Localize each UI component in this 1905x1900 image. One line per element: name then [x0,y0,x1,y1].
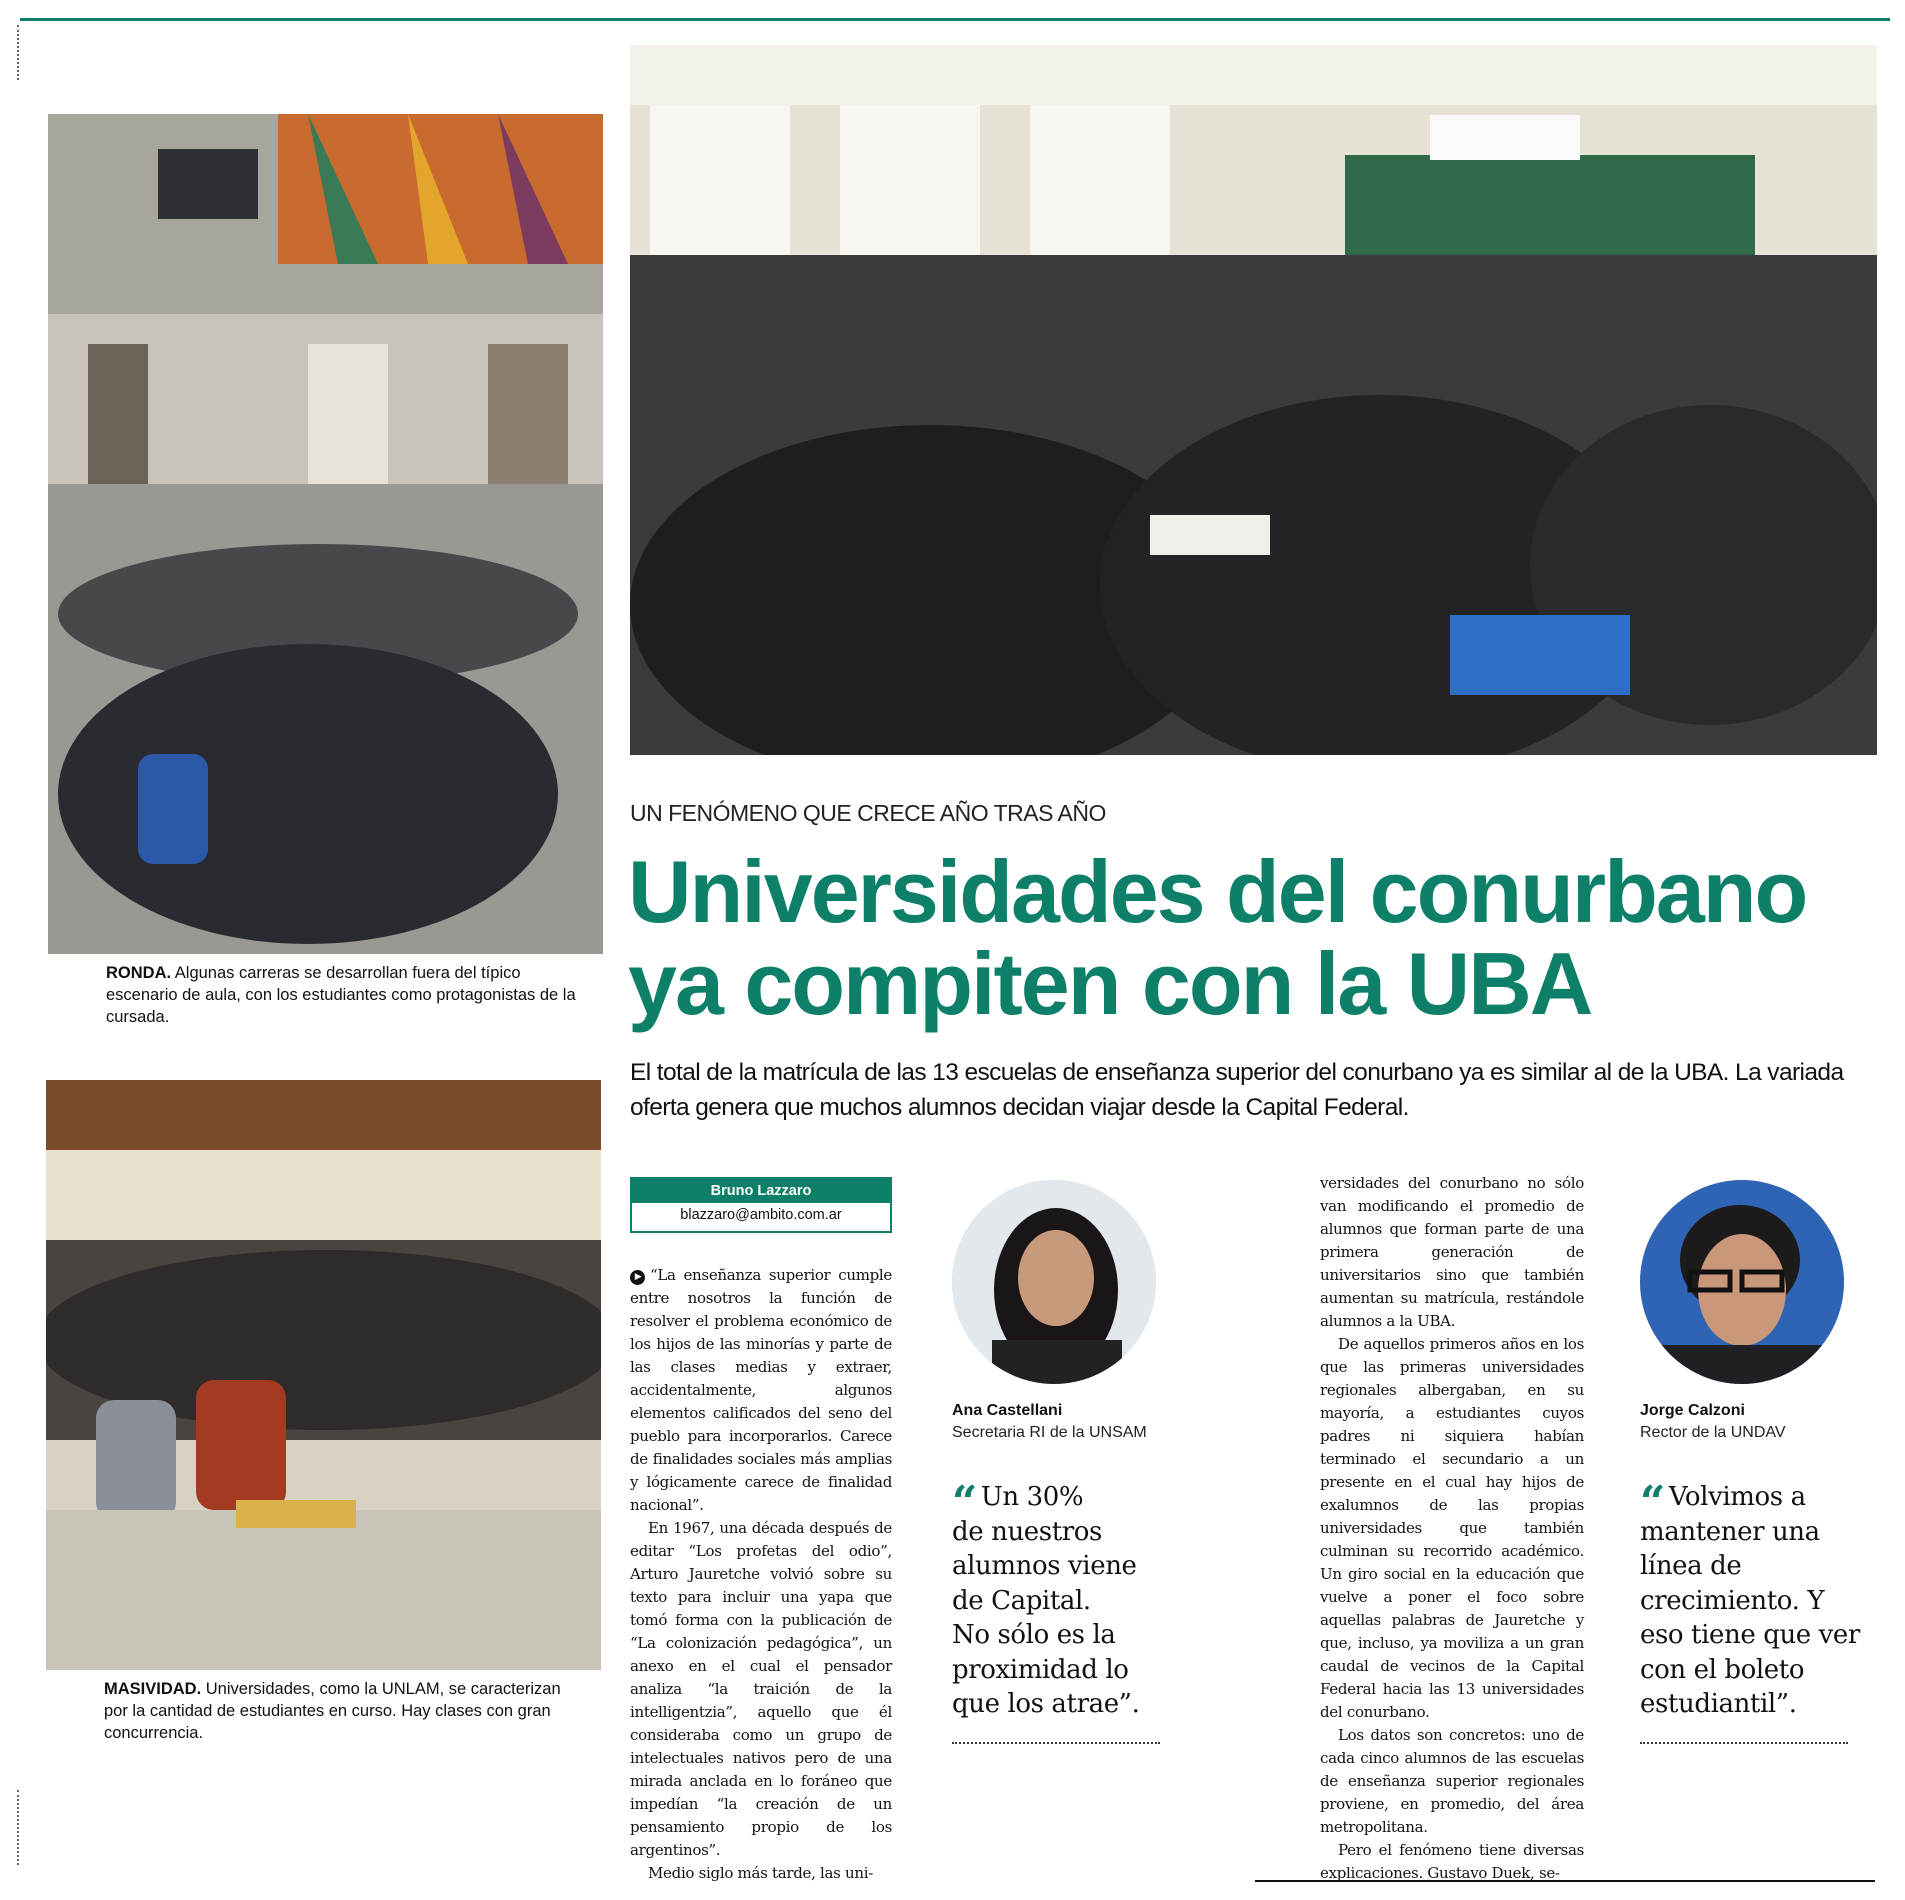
quote-line-text: Un 30% [980,1482,1084,1512]
pull-quote-2 [1640,1477,1890,1722]
headline-line: Universidades del conurbano [628,842,1807,941]
subhead-line: oferta genera que muchos alumnos decidan viajar desde la Capital Federal. [630,1094,1409,1121]
quote-role: Rector de la UNDAV [1640,1424,1786,1441]
quote-person-2 [1640,1400,1880,1444]
caption-label: RONDA. [106,964,172,982]
photo-masividad [46,1080,601,1670]
headline-line: ya compiten con la UBA [628,934,1592,1033]
subhead-line: El total de la matrícula de las 13 escuelas de enseñanza superior del conurbano ya es similar al de la UBA. La variada [630,1059,1844,1086]
quote-line: estudiantil”. [1640,1689,1797,1719]
article-paragraph [630,1264,892,1517]
article-paragraph: Medio siglo más tarde, las uni- [648,1864,874,1882]
quote-role: Secretaria RI de la UNSAM [952,1424,1147,1441]
margin-dots [17,1790,21,1865]
quote-line: eso tiene que ver [1640,1620,1860,1650]
article-paragraph: Los datos son concretos: uno de cada cinco alumnos de las escuelas de enseñanza superior regionales proviene, en promedio, del área metropolitana. [1320,1726,1584,1836]
article-column-2 [1320,1172,1584,1885]
play-icon: ▶ [630,1270,645,1285]
article-paragraph: De aquellos primeros años en los que las primeras universidades regionales albergaban, en su mayoría, a estudiantes cuyos padres ni siquiera habían terminado el secundario a un presente en el cual hay hijos de exalumnos de las propias universidades que también culminan su recorrido académico. Un giro social en la educación que vuelve a poner el foco sobre aquellas palabras de Jauretche y que, incluso, ya moviliza a un gran caudal de vecinos de la Capital Federal hacia las 13 universidades del conurbano. [1320,1335,1584,1721]
headline [628,842,1888,1033]
quote-name: Jorge Calzoni [1640,1402,1745,1419]
quote-line: de Capital. [952,1585,1091,1616]
top-rule [20,18,1890,21]
quote-line: mantener una [1640,1516,1820,1547]
photo-ronda [48,114,603,954]
caption-text: Algunas carreras se desarrollan fuera del típico escenario de aula, con los estudiantes como protagonistas de la cursada. [106,964,576,1026]
caption-text: Universidades, como la UNLAM, se caracterizan por la cantidad de estudiantes en curso. Hay clases con gran concurrencia. [104,1680,561,1742]
quote-rule [952,1742,1160,1744]
margin-dots [17,25,21,80]
paragraph-text: “La enseñanza superior cumple entre nosotros la función de resolver el problema económico de los hijos de las minorías y parte de las clases medias y extraer, accidentalmente, algunos elementos calificados del seno del pueblo para incorporarlos. Carece de finalidades sociales más amplias y lógicamente carece de finalidad nacional”. [630,1266,892,1514]
caption-ronda [48,954,603,1028]
article-paragraph: Pero el fenómeno tiene diversas explicaciones. Gustavo Duek, se- [1320,1841,1584,1882]
article-paragraph: En 1967, una década después de editar “Los profetas del odio”, Arturo Jauretche volvió sobre su texto para incluir una yapa que tomó forma con la publicación de “La colonización pedagógica”, un anexo en el cual el pensador analiza “la traición de la intelligentzia”, aquello que él consideraba como un grupo de intelectuales nativos pero de una mirada anclada en lo foráneo que impedían “la creación de un pensamiento propio de los argentinos”. [630,1519,892,1859]
quote-line [952,1477,1197,1528]
quote-line: alumnos viene [952,1551,1137,1581]
portrait-jorge-calzoni [1640,1180,1844,1384]
article-paragraph: versidades del conurbano no sólo van modificando el promedio de alumnos que forman parte de una primera generación de universitarios sino que también aumentan su matrícula, restándole alumnos a la UBA. [1320,1174,1584,1330]
quote-line: crecimiento. Y [1640,1585,1825,1616]
quote-line: línea de [1640,1551,1742,1581]
quote-mark-icon: “ [1640,1477,1665,1528]
caption-label: MASIVIDAD. [104,1680,202,1698]
quote-mark-icon: “ [952,1477,977,1528]
subhead [630,1055,1890,1125]
quote-line [1640,1477,1890,1528]
author-email: blazzaro@ambito.com.ar [680,1207,842,1223]
author-name: Bruno Lazzaro [632,1179,890,1203]
caption-masividad [46,1670,601,1752]
quote-name: Ana Castellani [952,1402,1063,1419]
quote-line: de nuestros [952,1516,1102,1547]
kicker: UN FENÓMENO QUE CRECE AÑO TRAS AÑO [630,800,1106,826]
quote-line: proximidad lo [952,1654,1129,1685]
photo-classroom [630,45,1877,755]
quote-rule [1640,1742,1848,1744]
pull-quote-1 [952,1477,1197,1722]
quote-person-1 [952,1400,1192,1444]
portrait-ana-castellani [952,1180,1156,1384]
quote-line: que los atrae”. [952,1689,1140,1719]
quote-line: con el boleto [1640,1654,1805,1685]
quote-line: No sólo es la [952,1620,1116,1650]
article-column-1 [630,1264,892,1885]
byline-box [630,1177,892,1233]
quote-line-text: Volvimos a [1668,1482,1806,1512]
